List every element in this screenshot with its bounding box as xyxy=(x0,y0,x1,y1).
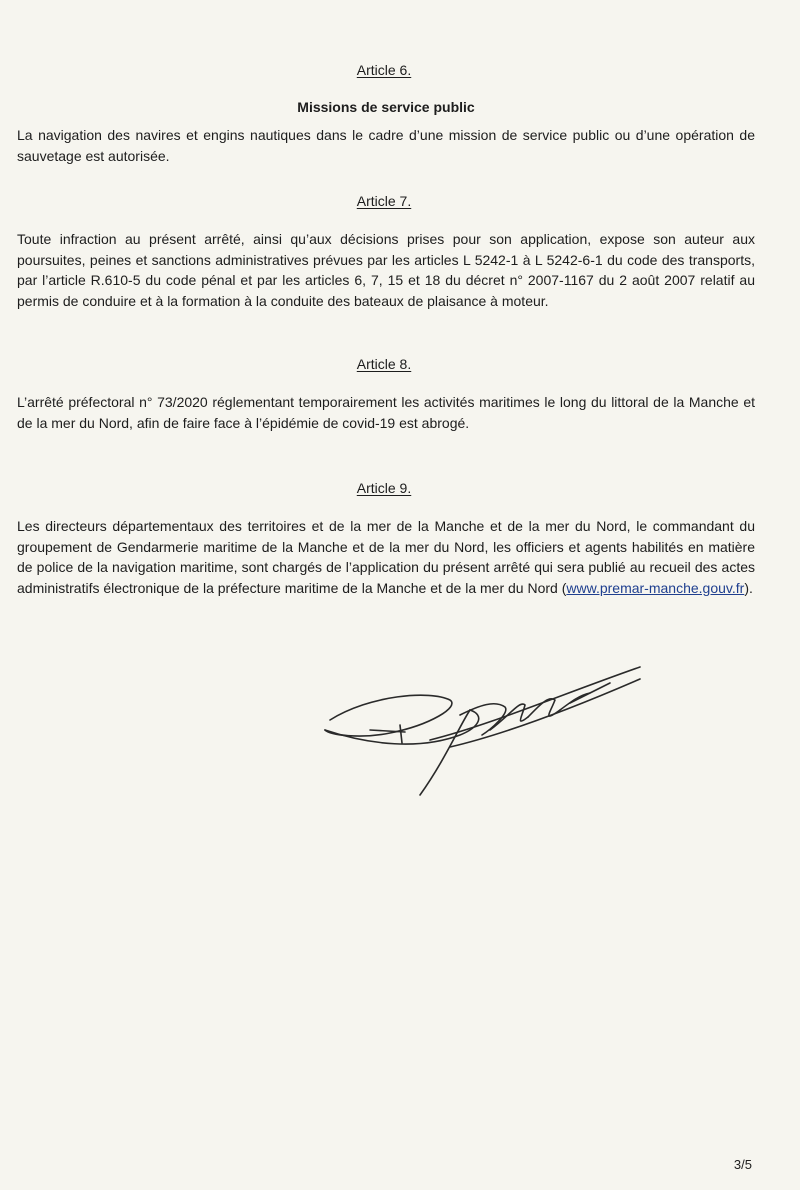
link-close-paren: ). xyxy=(744,579,753,596)
link-open-paren: ( xyxy=(561,579,567,596)
article-6-subtitle: Missions de service public xyxy=(297,99,475,115)
article-9-title: Article 9. xyxy=(356,480,412,496)
article-8-text: L’arrêté préfectoral n° 73/2020 réglementant temporairement les activités maritimes le long du littoral de la Manche et de la mer du Nord, afin de faire face à l’épidémie de covid-19 est abrogé. xyxy=(17,394,755,431)
handwritten-signature xyxy=(310,655,650,805)
article-7-title: Article 7. xyxy=(356,193,412,209)
article-6-text: La navigation des navires et engins nautiques dans le cadre d’une mission de service public ou d’une opération de sauvetage est autorisée. xyxy=(17,127,755,164)
article-8-title: Article 8. xyxy=(356,356,412,372)
premar-website-link[interactable]: www.premar-manche.gouv.fr xyxy=(566,579,745,596)
article-9-body: Les directeurs départementaux des territoires et de la mer de la Manche et de la mer du Nord, le commandant du groupement de Gendarmerie maritime de la Manche et de la mer du Nord, les officiers et agents habilités en matière de police de la navigation maritime, sont chargés de l’application du présent arrêté qui sera publié au recueil des actes administratifs électronique de la préfecture maritime de la Manche et de la mer du Nord xyxy=(17,518,755,596)
page-number: 3/5 xyxy=(733,1157,752,1172)
article-9-text xyxy=(17,516,755,598)
article-6-title: Article 6. xyxy=(356,62,412,78)
article-7-text: Toute infraction au présent arrêté, ainsi qu’aux décisions prises pour son application, expose son auteur aux poursuites, peines et sanctions administratives prévues par les articles L 5242-1 à L 5242-6-1 du code des transports, par l’article R.610-5 du code pénal et par les articles 6, 7, 15 et 18 du décret n° 2007-1167 du 2 août 2007 relatif au permis de conduire et à la formation à la conduite des bateaux de plaisance à moteur. xyxy=(17,231,755,309)
